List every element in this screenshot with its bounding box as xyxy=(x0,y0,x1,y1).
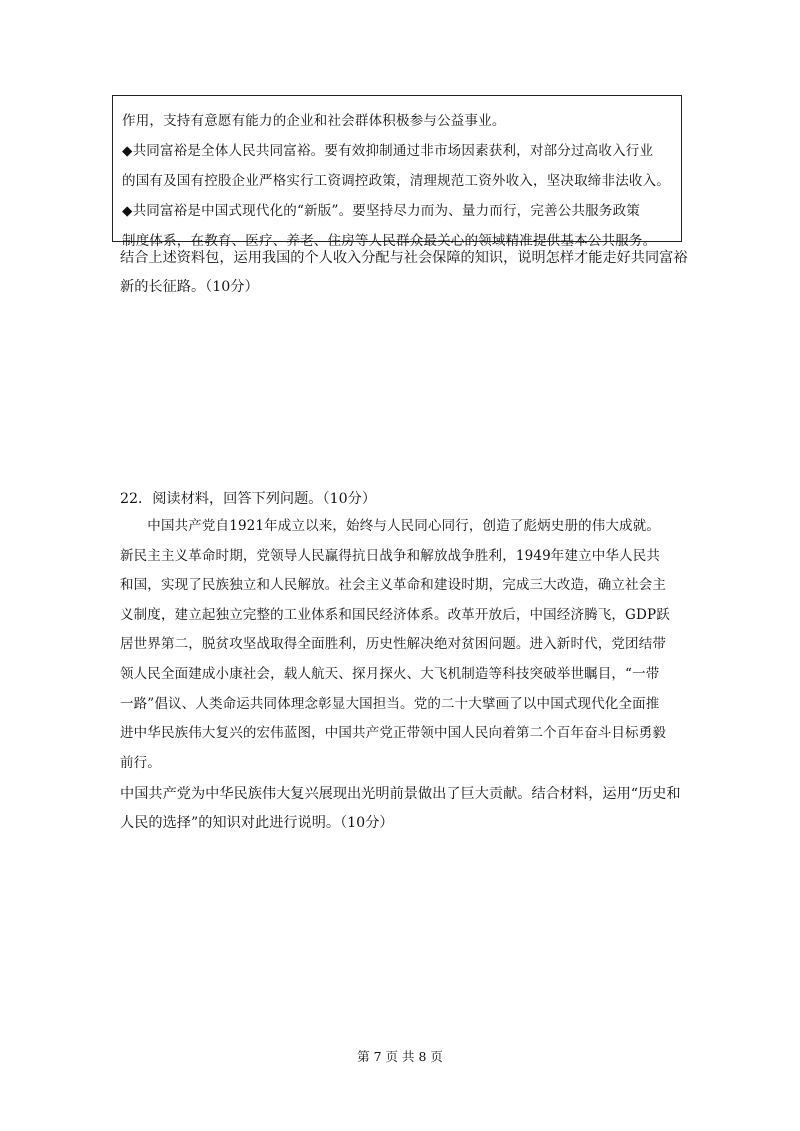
material-line: 和国，实现了民族独立和人民解放。社会主义革命和建设时期，完成三大改造，确立社会主 xyxy=(120,577,666,594)
material-line: 新民主主义革命时期，党领导人民赢得抗日战争和解放战争胜利，1949年建立中华人民共 xyxy=(120,547,661,564)
material-box-line: 作用，支持有意愿有能力的企业和社会群体积极参与公益事业。 xyxy=(122,113,506,129)
question-21-prompt-line: 结合上述资料包，运用我国的个人收入分配与社会保障的知识，说明怎样才能走好共同富裕 xyxy=(120,250,688,266)
question-21-prompt-line: 新的长征路。（10分） xyxy=(120,279,259,295)
question-22-prompt-line: 人民的选择”的知识对此进行说明。（10分） xyxy=(120,815,394,831)
question-22-prompt xyxy=(120,780,690,838)
question-22-material xyxy=(120,512,695,778)
material-line: 义制度，建立起独立完整的工业体系和国民经济体系。改革开放后，中国经济腾飞，GDP跃 xyxy=(120,606,670,623)
material-line: 领人民全面建成小康社会，载人航天、探月探火、大飞机制造等科技突破举世瞩目，“一带 xyxy=(120,665,660,682)
material-box-line: ◆共同富裕是全体人民共同富裕。要有效抑制通过非市场因素获利，对部分过高收入行业 xyxy=(122,143,654,159)
material-line: 中国共产党自1921年成立以来，始终与人民同心同行，创造了彪炳史册的伟大成就。 xyxy=(120,518,661,534)
material-line: 进中华民族伟大复兴的宏伟蓝图，中国共产党正带领中国人民向着第二个百年奋斗目标勇毅 xyxy=(120,725,666,742)
page-footer: 第 7 页 共 8 页 xyxy=(357,1049,443,1064)
question-22-heading: 22．阅读材料，回答下列问题。（10分） xyxy=(120,491,377,507)
material-line: 前行。 xyxy=(120,754,161,771)
question-22-prompt-line: 中国共产党为中华民族伟大复兴展现出光明前景做出了巨大贡献。结合材料，运用“历史和 xyxy=(120,786,681,802)
material-box-line: 的国有及国有控股企业严格实行工资调控政策，清理规范工资外收入，坚决取缔非法收入。 xyxy=(122,173,670,189)
material-box-line: 制度体系，在教育、医疗、养老、住房等人民群众最关心的领域精准提供基本公共服务。 xyxy=(122,233,657,249)
question-21-prompt xyxy=(120,244,690,302)
material-line: 居世界第二，脱贫攻坚战取得全面胜利，历史性解决绝对贫困问题。进入新时代，党团结带 xyxy=(120,636,666,653)
material-box xyxy=(112,95,682,249)
material-box-line: ◆共同富裕是中国式现代化的“新版”。要坚持尽力而为、量力而行，完善公共服务政策 xyxy=(122,203,640,219)
material-line: 一路”倡议、人类命运共同体理念彰显大国担当。党的二十大擘画了以中国式现代化全面推 xyxy=(120,695,660,712)
